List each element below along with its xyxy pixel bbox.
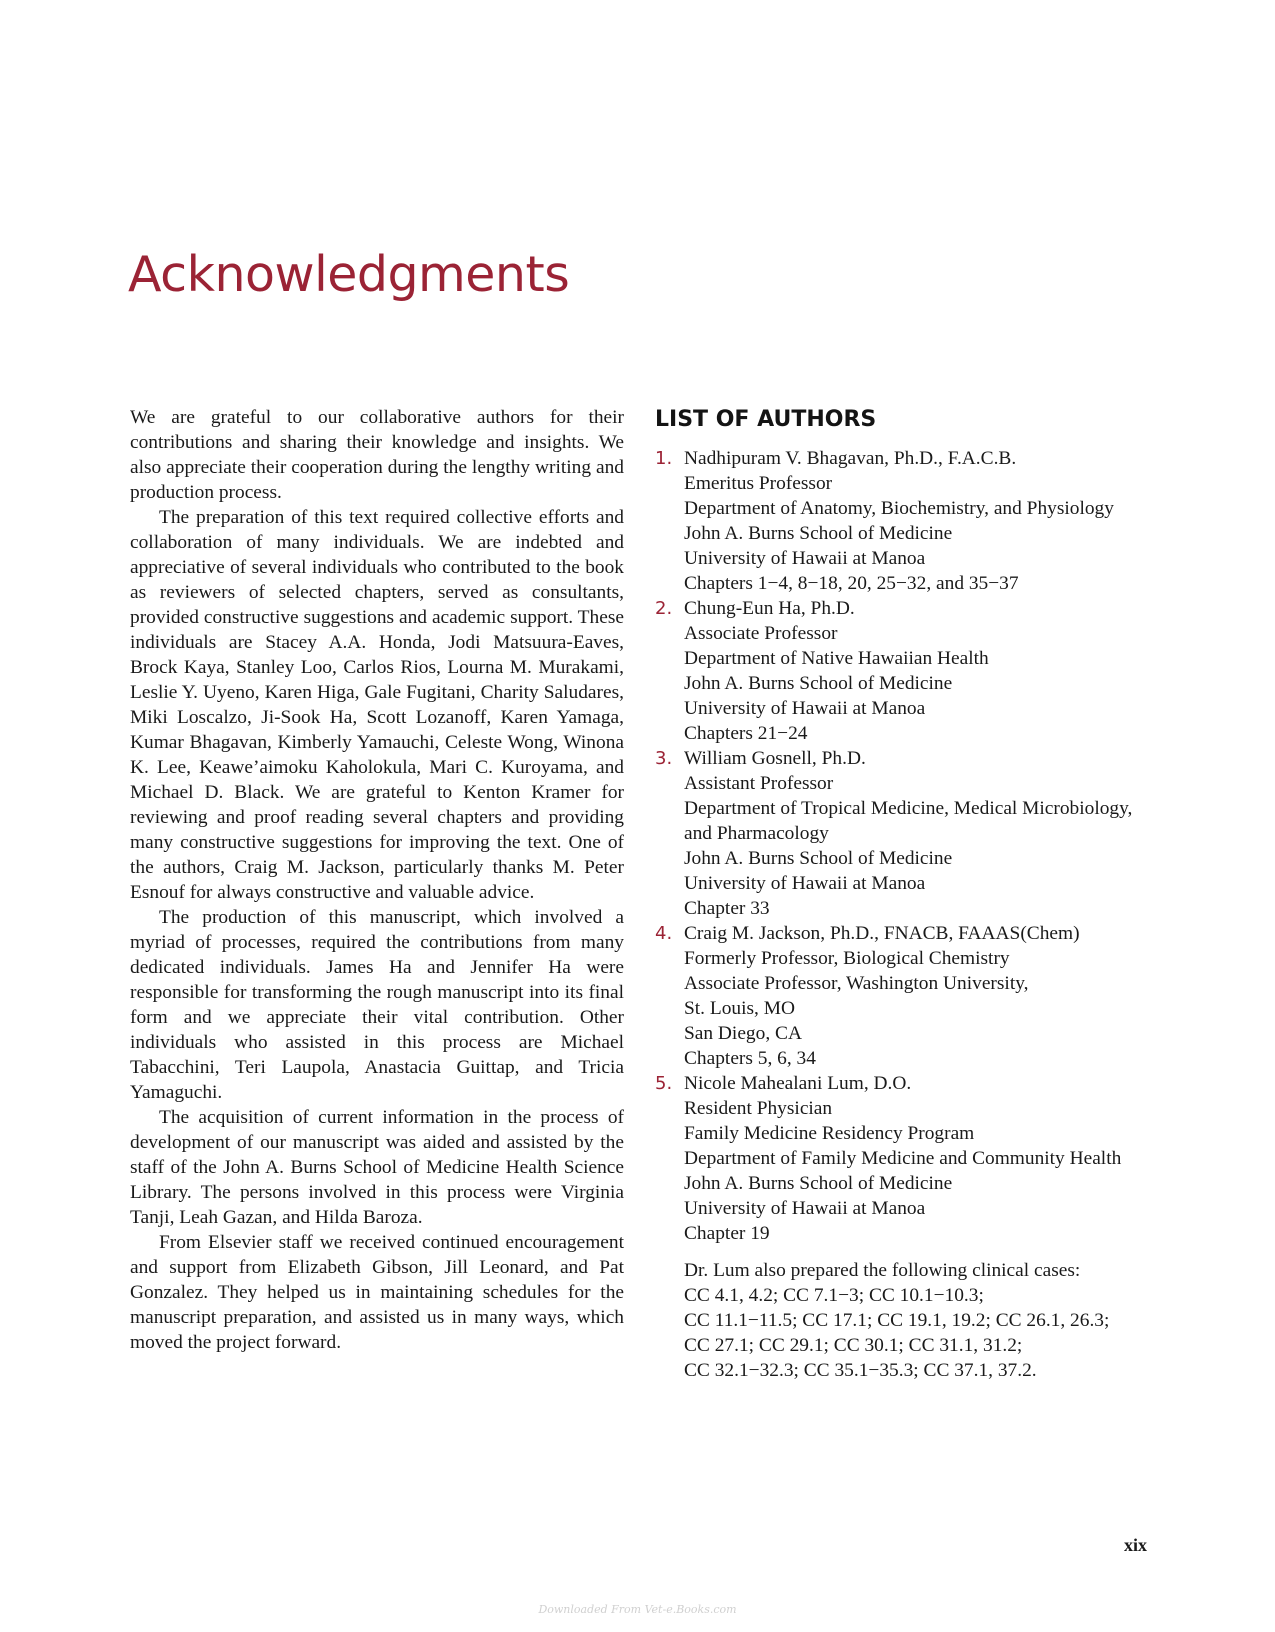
author-detail: Family Medicine Residency Program: [684, 1123, 975, 1144]
clinical-cases-line: Dr. Lum also prepared the following clinical cases:: [684, 1260, 1081, 1281]
acknowledgments-text: [130, 405, 624, 1355]
author-number: 5.: [655, 1073, 673, 1094]
author-chapters: Chapters 21−24: [684, 723, 808, 744]
author-detail: John A. Burns School of Medicine: [684, 523, 953, 544]
clinical-cases-line: CC 11.1−11.5; CC 17.1; CC 19.1, 19.2; CC 26.1, 26.3;: [684, 1310, 1110, 1331]
author-detail: Department of Native Hawaiian Health: [684, 648, 989, 669]
author-number: 1.: [655, 448, 673, 469]
author-list-section: [655, 405, 1165, 1383]
author-number: 4.: [655, 923, 673, 944]
author-detail: San Diego, CA: [684, 1023, 802, 1044]
author-chapters: Chapters 5, 6, 34: [684, 1048, 816, 1069]
author-detail: University of Hawaii at Manoa: [684, 548, 926, 569]
author-detail: Assistant Professor: [684, 773, 834, 794]
author-name: Craig M. Jackson, Ph.D., FNACB, FAAAS(Chem): [684, 923, 1080, 944]
clinical-cases-note: [655, 1258, 1165, 1383]
author-detail: University of Hawaii at Manoa: [684, 698, 926, 719]
author-name: Chung-Eun Ha, Ph.D.: [684, 598, 855, 619]
acknowledgment-paragraph: The preparation of this text required collective efforts and collaboration of many individuals. We are indebted and appreciative of several individuals who contributed to the book as reviewers of selected chapters, served as consultants, provided constructive suggestions and academic support. These individuals are Stacey A.A. Honda, Jodi Matsuura-Eaves, Brock Kaya, Stanley Loo, Carlos Rios, Lourna M. Murakami, Leslie Y. Uyeno, Karen Higa, Gale Fugitani, Charity Saludares, Miki Loscalzo, Ji-Sook Ha, Scott Lozanoff, Karen Yamaga, Kumar Bhagavan, Kimberly Yamauchi, Celeste Wong, Winona K. Lee, Keawe’aimoku Kaholokula, Mari C. Kuroyama, and Michael D. Black. We are grateful to Kenton Kramer for reviewing and proof reading several chapters and providing many constructive suggestions for improving the text. One of the authors, Craig M. Jackson, particularly thanks M. Peter Esnouf for always constructive and valuable advice.: [130, 507, 624, 903]
author-entry: [655, 921, 1165, 1071]
author-number: 3.: [655, 748, 673, 769]
author-chapters: Chapter 19: [684, 1223, 770, 1244]
author-detail: Resident Physician: [684, 1098, 833, 1119]
acknowledgment-paragraph: The production of this manuscript, which involved a myriad of processes, required the contributions from many dedicated individuals. James Ha and Jennifer Ha were responsible for transforming the rough manuscript into its final form and we appreciate their vital contribution. Other individuals who assisted in this process are Michael Tabacchini, Teri Laupola, Anastacia Guittap, and Tricia Yamaguchi.: [130, 907, 624, 1103]
author-detail: Associate Professor, Washington University,: [684, 973, 1029, 994]
author-detail: and Pharmacology: [684, 823, 829, 844]
clinical-cases-line: CC 4.1, 4.2; CC 7.1−3; CC 10.1−10.3;: [684, 1285, 984, 1306]
clinical-cases-line: CC 27.1; CC 29.1; CC 30.1; CC 31.1, 31.2;: [684, 1335, 1023, 1356]
author-entry: [655, 446, 1165, 596]
author-detail: John A. Burns School of Medicine: [684, 673, 953, 694]
author-detail: John A. Burns School of Medicine: [684, 848, 953, 869]
acknowledgment-paragraph: From Elsevier staff we received continued encouragement and support from Elizabeth Gibson, Jill Leonard, and Pat Gonzalez. They helped us in maintaining schedules for the manuscript preparation, and assisted us in many ways, which moved the project forward.: [130, 1232, 624, 1353]
author-entry: [655, 746, 1165, 921]
author-entry: [655, 596, 1165, 746]
author-number: 2.: [655, 598, 673, 619]
watermark: Downloaded From Vet-e.Books.com: [538, 1603, 737, 1616]
author-detail: Department of Anatomy, Biochemistry, and Physiology: [684, 498, 1114, 519]
page-title: Acknowledgments: [128, 246, 570, 303]
author-chapters: Chapter 33: [684, 898, 770, 919]
author-detail: University of Hawaii at Manoa: [684, 873, 926, 894]
acknowledgment-paragraph: We are grateful to our collaborative authors for their contributions and sharing their knowledge and insights. We also appreciate their cooperation during the lengthy writing and production process.: [130, 407, 624, 503]
author-entry: [655, 1071, 1165, 1246]
section-heading: LIST OF AUTHORS: [655, 407, 877, 432]
clinical-cases-line: CC 32.1−32.3; CC 35.1−35.3; CC 37.1, 37.2.: [684, 1360, 1037, 1381]
author-name: Nadhipuram V. Bhagavan, Ph.D., F.A.C.B.: [684, 448, 1017, 469]
author-detail: University of Hawaii at Manoa: [684, 1198, 926, 1219]
author-detail: Emeritus Professor: [684, 473, 833, 494]
author-detail: Department of Family Medicine and Community Health: [684, 1148, 1122, 1169]
author-detail: Formerly Professor, Biological Chemistry: [684, 948, 1010, 969]
acknowledgment-paragraph: The acquisition of current information in the process of development of our manuscript was aided and assisted by the staff of the John A. Burns School of Medicine Health Science Library. The persons involved in this process were Virginia Tanji, Leah Gazan, and Hilda Baroza.: [130, 1107, 624, 1228]
author-name: Nicole Mahealani Lum, D.O.: [684, 1073, 912, 1094]
author-chapters: Chapters 1−4, 8−18, 20, 25−32, and 35−37: [684, 573, 1019, 594]
page-number: xix: [1123, 1535, 1147, 1555]
author-detail: Department of Tropical Medicine, Medical Microbiology,: [684, 798, 1133, 819]
author-detail: St. Louis, MO: [684, 998, 795, 1019]
author-list: [655, 446, 1165, 1246]
author-name: William Gosnell, Ph.D.: [684, 748, 866, 769]
author-detail: Associate Professor: [684, 623, 838, 644]
author-detail: John A. Burns School of Medicine: [684, 1173, 953, 1194]
